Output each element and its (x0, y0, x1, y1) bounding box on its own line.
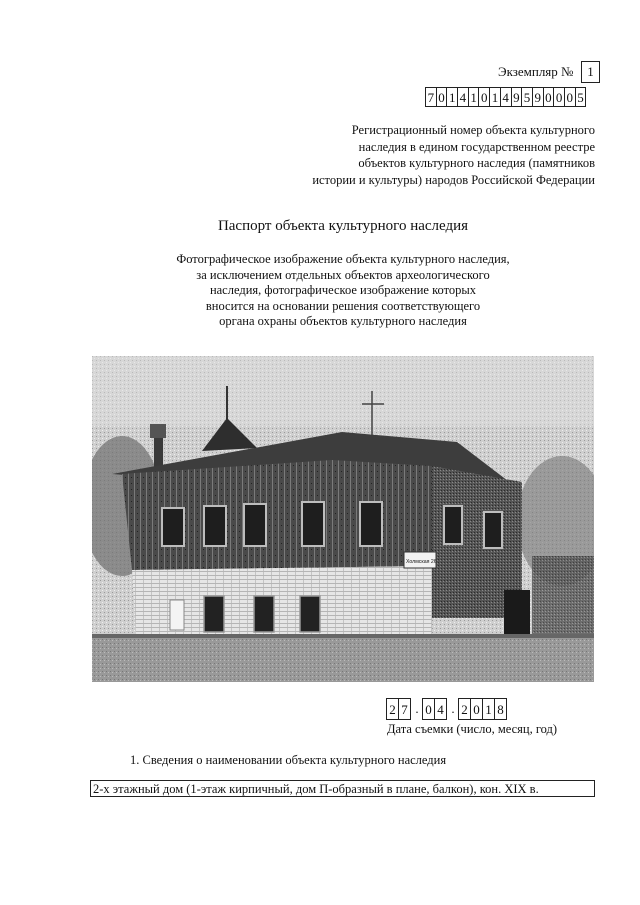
reg-digit: 1 (468, 87, 480, 107)
date-month-digit: 0 (422, 698, 435, 720)
registration-number (426, 87, 586, 107)
reg-digit: 5 (575, 87, 587, 107)
photo-caption-line: наследия, фотографическое изображение которых (209, 283, 477, 298)
reg-caption-line: Регистрационный номер объекта культурного (351, 123, 595, 137)
date-year-digit: 8 (494, 698, 507, 720)
reg-digit: 1 (446, 87, 458, 107)
date-month-digit: 4 (434, 698, 447, 720)
date-separator: . (451, 701, 455, 716)
date-year-digit: 1 (482, 698, 495, 720)
reg-digit: 4 (500, 87, 512, 107)
registration-caption (275, 122, 595, 188)
reg-digit: 4 (457, 87, 469, 107)
building-photo (92, 356, 594, 682)
address-sign-text: Холмская 26 (406, 559, 437, 565)
date-year-digit: 0 (470, 698, 483, 720)
reg-caption-line: наследия в едином государственном реестре (358, 139, 595, 154)
date-day-digit: 2 (386, 698, 399, 720)
date-year-digit: 2 (458, 698, 471, 720)
photo-caption-line: за исключением отдельных объектов археологического (196, 267, 490, 282)
reg-caption-line: объектов культурного наследия (памятников (358, 156, 595, 170)
road (92, 636, 594, 682)
reg-digit: 0 (543, 87, 555, 107)
reg-digit: 7 (425, 87, 437, 107)
copy-number-box: 1 (581, 61, 600, 83)
side-door (504, 590, 530, 636)
object-name-field: 2-х этажный дом (1-этаж кирпичный, дом П-образный в плане, балкон), кон. XIX в. (90, 780, 595, 797)
date-separator: . (415, 701, 419, 716)
copy-number-label: Экземпляр № (498, 64, 574, 79)
reg-digit: 0 (478, 87, 490, 107)
date-day-digit: 7 (398, 698, 411, 720)
page-title: Паспорт объекта культурного наследия (217, 218, 469, 234)
reg-caption-line: истории и культуры) народов Российской Федерации (312, 172, 595, 187)
date-caption: Дата съемки (число, месяц, год) (387, 722, 558, 736)
reg-digit: 9 (511, 87, 523, 107)
reg-digit: 1 (489, 87, 501, 107)
reg-digit: 9 (532, 87, 544, 107)
lower-windows (204, 596, 320, 632)
photo-date (387, 698, 507, 720)
section-1-heading: 1. Сведения о наименовании объекта культурного наследия (130, 753, 447, 767)
reg-digit: 0 (436, 87, 448, 107)
reg-digit: 0 (553, 87, 565, 107)
photo-caption-line: вносится на основании решения соответствующего (205, 298, 481, 313)
photo-caption-line: органа охраны объектов культурного наследия (219, 314, 467, 329)
reg-digit: 0 (564, 87, 576, 107)
photo-caption-line: Фотографическое изображение объекта культурного наследия, (176, 252, 510, 266)
reg-digit: 5 (521, 87, 533, 107)
photo-caption (0, 252, 640, 330)
